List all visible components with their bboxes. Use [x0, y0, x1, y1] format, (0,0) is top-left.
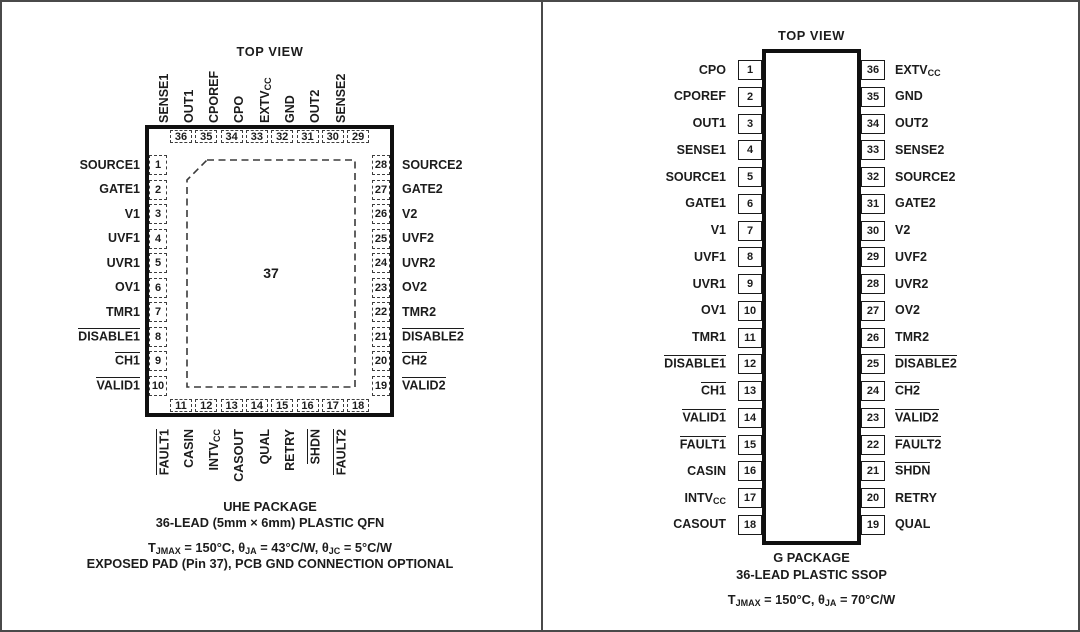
qfn-pin-13-box: 13	[221, 399, 243, 412]
ssop-pin-35-label: GND	[895, 89, 923, 104]
ssop-thermal-note: $T_{JMAX} = 150^\circ C$, $\theta_{JA} = 70^\circ C/W$	[727, 592, 896, 608]
ssop-pin-20-box: 20	[861, 488, 885, 508]
ssop-pin-30-box: 30	[861, 221, 885, 241]
ssop-pin-29-box: 29	[861, 247, 885, 267]
ssop-pin-19-label: QUAL	[895, 517, 931, 532]
qfn-pin-11-label: FAULT1	[156, 429, 171, 476]
ssop-package-name: G PACKAGE	[773, 550, 850, 565]
qfn-pin-31-box: 31	[297, 130, 319, 143]
qfn-pin-22-label: TMR2	[402, 304, 437, 319]
ssop-pin-23-box: 23	[861, 408, 885, 428]
qfn-pin-35-box: 35	[195, 130, 217, 143]
qfn-pin-25-label: UVF2	[402, 231, 434, 245]
qfn-pin-24-label: UVR2	[402, 255, 436, 270]
qfn-pin-1-box: 1	[149, 155, 167, 175]
qfn-package-name: UHE PACKAGE	[223, 499, 317, 514]
ssop-pin-21-label: SHDN	[895, 463, 931, 478]
qfn-package-description: 36-LEAD (5mm × 6mm) PLASTIC QFN	[155, 515, 385, 530]
qfn-pin-23-label: OV2	[402, 280, 428, 294]
qfn-pin-17-label: SHDN	[308, 429, 323, 465]
ssop-pin-5-label: SOURCE1	[665, 169, 726, 184]
qfn-pin-9-box: 9	[149, 351, 167, 371]
qfn-pin-3-box: 3	[149, 204, 167, 224]
ssop-pin-15-label: FAULT1	[679, 437, 726, 451]
qfn-pin-11-box: 11	[170, 399, 192, 412]
qfn-pin-3-label: V1	[124, 206, 140, 221]
qfn-pin-21-box: 21	[372, 327, 390, 347]
qfn-pin-30-label: OUT2	[308, 89, 323, 123]
qfn-pin-13-label: $INTV_{CC}$	[207, 429, 223, 471]
qfn-pin-27-box: 27	[372, 180, 390, 200]
qfn-pin-34-label: CPOREF	[207, 70, 222, 123]
qfn-pin-36-box: 36	[170, 130, 192, 143]
qfn-exposed-pad-number: 37	[263, 265, 279, 281]
qfn-pin-29-box: 29	[347, 130, 369, 143]
ssop-pin-10-label: OV1	[700, 303, 726, 318]
ssop-top-view-label: TOP VIEW	[778, 28, 845, 43]
ssop-pin-4-label: SENSE1	[676, 142, 726, 157]
qfn-pin-7-label: TMR1	[105, 304, 140, 319]
ssop-pin-12-box: 12	[738, 354, 762, 374]
ssop-pin-3-box: 3	[738, 114, 762, 134]
ssop-pin-32-box: 32	[861, 167, 885, 187]
qfn-pin-32-box: 32	[271, 130, 293, 143]
qfn-pin-8-box: 8	[149, 327, 167, 347]
qfn-pin-2-box: 2	[149, 180, 167, 200]
qfn-pin-26-label: V2	[402, 206, 418, 221]
qfn-pin-18-label: FAULT2	[333, 429, 348, 476]
ssop-pin-18-label: CASOUT	[673, 517, 726, 532]
ssop-pin-36-label: $EXTV_{CC}$	[895, 62, 941, 78]
ssop-pin-17-label: $INTV_{CC}$	[684, 490, 726, 506]
ssop-pin-27-box: 27	[861, 301, 885, 321]
ssop-pin-27-label: OV2	[895, 303, 921, 318]
ssop-pin-31-box: 31	[861, 194, 885, 214]
ssop-pin-29-label: UVF2	[895, 249, 927, 264]
ssop-pin-25-box: 25	[861, 354, 885, 374]
qfn-pin-15-box: 15	[271, 399, 293, 412]
qfn-pin-18-box: 18	[347, 399, 369, 412]
ssop-pin-5-box: 5	[738, 167, 762, 187]
ssop-pin-2-label: CPOREF	[673, 89, 726, 104]
ssop-pin-11-label: TMR1	[691, 330, 726, 344]
qfn-pin-5-box: 5	[149, 253, 167, 273]
ssop-pin-26-label: TMR2	[895, 330, 930, 344]
qfn-pin-1-label: SOURCE1	[79, 157, 140, 172]
qfn-pin-29-label: SENSE2	[333, 73, 348, 123]
ssop-pin-30-label: V2	[895, 223, 911, 237]
ssop-package-description: 36-LEAD PLASTIC SSOP	[736, 567, 887, 582]
qfn-pin-20-box: 20	[372, 351, 390, 371]
panel-divider	[541, 2, 543, 632]
qfn-pin-21-label: DISABLE2	[402, 329, 464, 343]
qfn-pin-15-label: QUAL	[257, 429, 272, 465]
ssop-pin-7-box: 7	[738, 221, 762, 241]
qfn-pin-4-label: UVF1	[108, 231, 140, 245]
qfn-pin-4-box: 4	[149, 229, 167, 249]
qfn-pin-9-label: CH1	[114, 353, 140, 368]
qfn-pin-23-box: 23	[372, 278, 390, 298]
qfn-pin-34-box: 34	[221, 130, 243, 143]
ssop-pin-34-box: 34	[861, 114, 885, 134]
qfn-pin-8-label: DISABLE1	[78, 329, 140, 343]
ssop-pin-20-label: RETRY	[895, 490, 937, 505]
ssop-pin-23-label: VALID2	[895, 410, 939, 425]
ssop-pin-1-box: 1	[738, 60, 762, 80]
ssop-pin-15-box: 15	[738, 435, 762, 455]
qfn-pin-28-label: SOURCE2	[402, 157, 463, 172]
ssop-pin-24-box: 24	[861, 381, 885, 401]
qfn-pin-36-label: SENSE1	[156, 73, 171, 123]
qfn-exposed-pad-note: EXPOSED PAD (Pin 37), PCB GND CONNECTION OPTIONAL	[86, 556, 454, 571]
qfn-pin-12-box: 12	[195, 399, 217, 412]
ssop-pin-28-label: UVR2	[895, 276, 929, 291]
qfn-pin-25-box: 25	[372, 229, 390, 249]
qfn-pin-6-label: OV1	[114, 280, 140, 294]
qfn-pin-10-label: VALID1	[96, 378, 140, 392]
ssop-pin-1-label: CPO	[698, 62, 726, 77]
qfn-pin-26-box: 26	[372, 204, 390, 224]
qfn-pin-16-label: RETRY	[283, 429, 297, 471]
ssop-pin-13-box: 13	[738, 381, 762, 401]
qfn-pin-35-label: OUT1	[181, 89, 196, 123]
qfn-pin-32-label: $EXTV_{CC}$	[257, 77, 273, 123]
qfn-pin-30-box: 30	[322, 130, 344, 143]
qfn-pin-28-box: 28	[372, 155, 390, 175]
ssop-pin-36-box: 36	[861, 60, 885, 80]
ssop-pin-33-label: SENSE2	[895, 142, 945, 157]
qfn-pin-5-label: UVR1	[106, 255, 140, 270]
qfn-pin-33-box: 33	[246, 130, 268, 143]
ssop-pin-17-box: 17	[738, 488, 762, 508]
qfn-pin-7-box: 7	[149, 302, 167, 322]
ssop-pin-3-label: OUT1	[692, 116, 726, 130]
ssop-pin-13-label: CH1	[700, 383, 726, 398]
ssop-pin-22-box: 22	[861, 435, 885, 455]
ssop-pin-35-box: 35	[861, 87, 885, 107]
qfn-pin-12-label: CASIN	[181, 429, 196, 468]
qfn-pin-6-box: 6	[149, 278, 167, 298]
ssop-pin-14-box: 14	[738, 408, 762, 428]
ssop-pin-21-box: 21	[861, 461, 885, 481]
qfn-pin-2-label: GATE1	[99, 182, 140, 196]
qfn-thermal-note: $T_{JMAX} = 150^\circ C$, $\theta_{JA} = 43^\circ C/W$, $\theta_{JC} = 5^\circ C/W$	[147, 540, 393, 556]
ssop-pin-2-box: 2	[738, 87, 762, 107]
ssop-pin-25-label: DISABLE2	[895, 356, 957, 371]
ssop-pin-7-label: V1	[710, 223, 726, 237]
qfn-pin-27-label: GATE2	[402, 182, 443, 196]
ssop-pin-16-label: CASIN	[687, 463, 726, 478]
qfn-pin-14-box: 14	[246, 399, 268, 412]
ssop-pin-16-box: 16	[738, 461, 762, 481]
ssop-pin-33-box: 33	[861, 140, 885, 160]
ssop-pin-9-label: UVR1	[692, 276, 726, 291]
qfn-pin-19-box: 19	[372, 376, 390, 396]
qfn-pin-31-label: GND	[283, 95, 297, 123]
qfn-pin-10-box: 10	[149, 376, 167, 396]
ssop-pin-34-label: OUT2	[895, 116, 929, 130]
ssop-pin-24-label: CH2	[895, 383, 921, 398]
ssop-pin-11-box: 11	[738, 328, 762, 348]
ssop-pin-6-box: 6	[738, 194, 762, 214]
ssop-pin-6-label: GATE1	[685, 196, 726, 211]
ssop-pin-31-label: GATE2	[895, 196, 936, 211]
qfn-pin-20-label: CH2	[402, 353, 428, 368]
qfn-pin-16-box: 16	[297, 399, 319, 412]
ssop-package-outline	[762, 49, 861, 545]
ssop-pin-4-box: 4	[738, 140, 762, 160]
ssop-pin-28-box: 28	[861, 274, 885, 294]
qfn-pin-33-label: CPO	[232, 95, 247, 123]
ssop-pin-22-label: FAULT2	[895, 437, 942, 451]
ssop-pin-8-label: UVF1	[694, 249, 726, 264]
ssop-pin-9-box: 9	[738, 274, 762, 294]
ssop-pin-8-box: 8	[738, 247, 762, 267]
ssop-pin-26-box: 26	[861, 328, 885, 348]
qfn-pin-24-box: 24	[372, 253, 390, 273]
qfn-pin-22-box: 22	[372, 302, 390, 322]
qfn-pin-17-box: 17	[322, 399, 344, 412]
ssop-pin-12-label: DISABLE1	[664, 356, 726, 371]
ssop-pin-18-box: 18	[738, 515, 762, 535]
qfn-top-view-label: TOP VIEW	[236, 44, 304, 59]
qfn-pin-19-label: VALID2	[402, 378, 446, 392]
ssop-pin-19-box: 19	[861, 515, 885, 535]
qfn-pin-14-label: CASOUT	[232, 429, 247, 482]
ssop-pin-10-box: 10	[738, 301, 762, 321]
ssop-pin-32-label: SOURCE2	[895, 169, 956, 184]
ssop-pin-14-label: VALID1	[682, 410, 726, 425]
